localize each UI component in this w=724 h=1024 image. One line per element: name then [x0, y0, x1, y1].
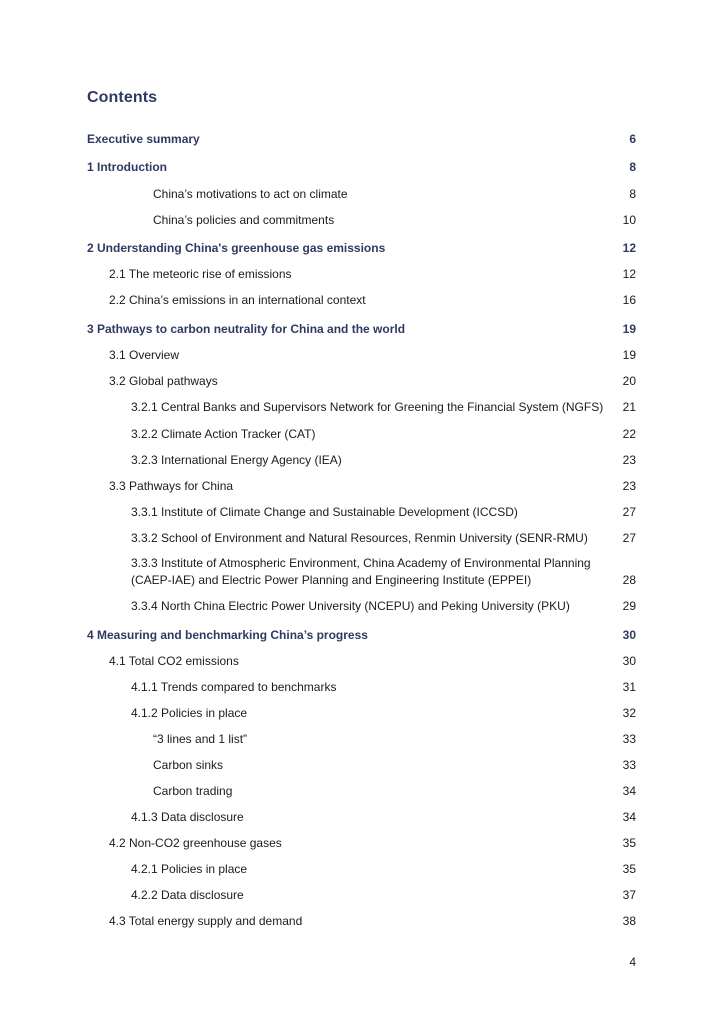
toc-entry-page: 16	[622, 293, 636, 307]
toc-entry-text: 3.3.2 School of Environment and Natural Resources, Renmin University (SENR-RMU)	[131, 531, 588, 545]
toc-entry-text: 4.3 Total energy supply and demand	[109, 914, 303, 928]
toc-entry-page: 33	[622, 758, 636, 772]
toc-entry-text: 4.1.2 Policies in place	[131, 706, 248, 720]
toc-entry-text: “3 lines and 1 list”	[153, 732, 248, 746]
toc-entry-text: Executive summary	[87, 132, 200, 146]
toc-entry-page: 22	[622, 427, 636, 441]
toc-entry-text: 4.1.1 Trends compared to benchmarks	[131, 680, 337, 694]
contents-heading: Contents	[87, 89, 158, 106]
toc-entry-text: Carbon sinks	[153, 758, 224, 772]
toc-entry-page: 35	[622, 862, 636, 876]
toc-entry-text: 4.2.2 Data disclosure	[131, 888, 244, 902]
toc-entry-text: 4.2 Non-CO2 greenhouse gases	[109, 836, 282, 850]
toc-entry-text: 3.3 Pathways for China	[109, 479, 234, 493]
toc-entry-page: 30	[622, 628, 636, 642]
toc-entry-page: 12	[622, 241, 636, 255]
toc-entry-page: 19	[622, 348, 636, 362]
toc-entry-text: 2.2 China’s emissions in an international context	[109, 293, 366, 307]
toc-entry-text: 3.2 Global pathways	[109, 374, 218, 388]
toc-entry-page: 35	[622, 836, 636, 850]
toc-entry-page: 33	[622, 732, 636, 746]
toc-entry-page: 6	[629, 132, 636, 146]
toc-entry-text: 2.1 The meteoric rise of emissions	[109, 267, 292, 281]
toc-entry-text: 3.2.3 International Energy Agency (IEA)	[131, 453, 342, 467]
toc-entry-page: 10	[622, 213, 636, 227]
toc-entry-text: 4.1.3 Data disclosure	[131, 810, 244, 824]
toc-entry-text: 1 Introduction	[87, 160, 167, 174]
toc-entry-page: 29	[622, 599, 636, 613]
toc-entry-text: Carbon trading	[153, 784, 233, 798]
toc-entry-page: 31	[622, 680, 636, 694]
toc-entry-page: 23	[622, 453, 636, 467]
toc-entry-page: 23	[622, 479, 636, 493]
toc-entry-page: 27	[622, 505, 636, 519]
toc-entry-page: 12	[622, 267, 636, 281]
toc-entry-text: 4 Measuring and benchmarking China’s progress	[87, 628, 368, 642]
toc-entry-page: 34	[622, 784, 636, 798]
toc-entry-page: 37	[622, 888, 636, 902]
toc-entry-page: 38	[622, 914, 636, 928]
toc-entry-text: 3.2.1 Central Banks and Supervisors Network for Greening the Financial System (NGFS)	[131, 400, 604, 414]
toc-entry-page: 28	[622, 573, 636, 587]
toc-entry-text: 4.1 Total CO2 emissions	[109, 654, 239, 668]
toc-entry-text: 3.3.3 Institute of Atmospheric Environment, China Academy of Environmental Planning (CAEP-IAE) and Electric Power Planning and Engineering Institute (EPPEI)	[131, 556, 591, 587]
toc-entry-page: 8	[629, 160, 636, 174]
toc-entry-page: 20	[622, 374, 636, 388]
toc-entry-text: 3.2.2 Climate Action Tracker (CAT)	[131, 427, 316, 441]
page-number: 4	[629, 955, 636, 969]
toc-entry-page: 19	[622, 322, 636, 336]
toc-entry-page: 8	[629, 187, 636, 201]
toc-entry-page: 27	[622, 531, 636, 545]
toc-entry-page: 21	[622, 400, 636, 414]
toc-entry-page: 30	[622, 654, 636, 668]
toc-entry-text: 3.3.1 Institute of Climate Change and Sustainable Development (ICCSD)	[131, 505, 518, 519]
toc-entry-text: China’s motivations to act on climate	[153, 187, 348, 201]
toc-entry-text: 2 Understanding China's greenhouse gas emissions	[87, 241, 386, 255]
toc-entry-page: 34	[622, 810, 636, 824]
toc-entry-text: 4.2.1 Policies in place	[131, 862, 248, 876]
toc-entry-text: China’s policies and commitments	[153, 213, 335, 227]
toc-entry-text: 3.3.4 North China Electric Power University (NCEPU) and Peking University (PKU)	[131, 599, 570, 613]
toc-entry-page: 32	[622, 706, 636, 720]
toc-entry-text: 3 Pathways to carbon neutrality for China and the world	[87, 322, 406, 336]
toc-entry-text: 3.1 Overview	[109, 348, 180, 362]
